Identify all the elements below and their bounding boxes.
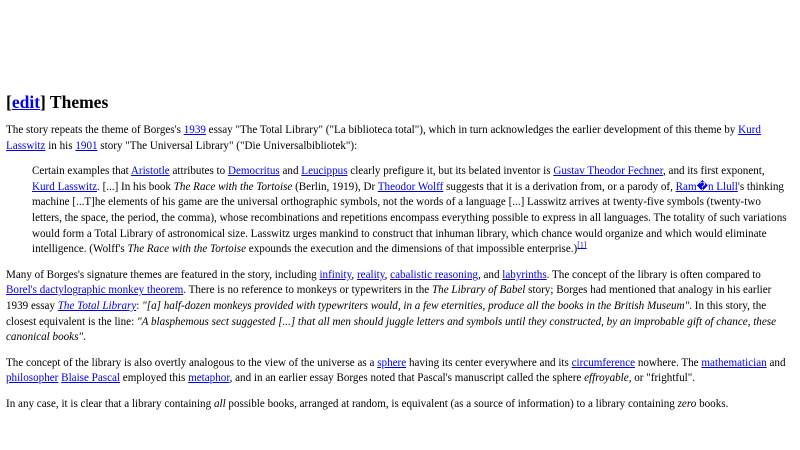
paragraph-themes: Many of Borges's signature themes are featured in the story, including infinity, reality, cabalistic reasoning, and labyrinths. The concept of the library is often compared to Borel's dactylographic monkey theorem. There is no reference to monkeys or typewriters in the The Library of Babel story; Borges had mentioned that analogy in his earlier 1939 essay The Total Library: "[a] half-dozen monkeys provided with typewriters would, in a few eternities, produce all the books in the British Museum". In this story, the closest equivalent is the line: "A blasphemous sect suggested [...] that all men should juggle letters and symbols until they constructed, by an improbable gift of chance, these canonical books". <box>6 268 777 344</box>
paragraph-intro: The story repeats the theme of Borges's 1939 essay "The Total Library" ("La biblioteca total"), which in turn acknowledges the earlier development of this theme by Kurd Lasswitz in his 1901 story "The Universal Library" ("Die Universalbibliotek"): <box>6 124 761 152</box>
section-title: Themes <box>49 92 109 112</box>
link-aristotle[interactable]: Aristotle <box>130 165 170 178</box>
link-1901[interactable]: 1901 <box>75 139 98 152</box>
quotation: "[a] half-dozen monkeys provided with typewriters would, in a few eternities, produce all the books in the British Museum" <box>142 299 690 312</box>
link-ramon-llull[interactable]: Ram�n Llull <box>675 180 738 193</box>
link-blaise-pascal[interactable]: Blaise Pascal <box>61 372 121 385</box>
link-leucippus[interactable]: Leucippus <box>301 165 348 178</box>
link-1939[interactable]: 1939 <box>183 124 206 136</box>
emphasis: zero <box>677 397 697 410</box>
quotation: "A blasphemous sect suggested [...] that all men should juggle letters and symbols until they constructed, by an improbable gift of chance, these canonical books" <box>6 315 777 344</box>
link-mathematician[interactable]: mathematician <box>701 356 767 369</box>
link-borel-theorem[interactable]: Borel's dactylographic monkey theorem <box>6 284 184 297</box>
link-kurd-lasswitz[interactable]: Kurd Lasswitz <box>6 124 761 152</box>
link-theodor-wolff[interactable]: Theodor Wolff <box>377 180 444 193</box>
book-title: The Race with the Tortoise <box>127 243 247 256</box>
edit-link[interactable]: edit <box>11 92 41 112</box>
quote-block: Certain examples that Aristotle attributes to Democritus and Leucippus clearly prefigure it, but its belated inventor is Gustav Theodor Fechner, and its first exponent, Kurd Lasswitz. [...] In his book The Race with the Tortoise (Berlin, 1919), Dr Theodor Wolff suggests that it is a derivation from, or a parody of, Ram�n Llull's thinking machine [...T]he elements of his game are the universal orthographic symbols, not the words of a language [...] Lasswitz arrives at twenty-five symbols (twenty-two letters, the space, the period, the comma), whose recombinations and repetitions encompass everything possible to express in all languages. The totality of such variations would form a Total Library of astronomical size. Lasswitz urges mankind to construct that inhuman library, which chance would organize and which would eliminate intelligence. (Wolff's The Race with the Tortoise expounds the execution and the dimensions of that impossible enterprise.)[1] <box>32 165 787 256</box>
link-infinity[interactable]: infinity <box>319 268 352 281</box>
reference-link[interactable]: [1] <box>577 240 587 250</box>
link-democritus[interactable]: Democritus <box>227 165 280 178</box>
book-title: The Race with the Tortoise <box>173 180 293 193</box>
section-heading: [edit] Themes <box>6 92 109 112</box>
paragraph-sphere: The concept of the library is also overtly analogous to the view of the universe as a sphere having its center everywhere and its circumference nowhere. The mathematician and philosopher Blaise Pascal employed this metaphor, and in an earlier essay Borges noted that Pascal's manuscript called the sphere effroyable, or "frightful". <box>6 356 786 385</box>
emphasis: effroyable <box>584 372 629 385</box>
link-labyrinths[interactable]: labyrinths <box>502 268 547 281</box>
emphasis: all <box>213 397 226 410</box>
link-cabalistic-reasoning[interactable]: cabalistic reasoning <box>390 268 478 281</box>
link-total-library[interactable]: The Total Library <box>57 299 137 312</box>
link-kurd-lasswitz-quote[interactable]: Kurd Lasswitz <box>32 180 98 193</box>
link-sphere[interactable]: sphere <box>377 356 407 369</box>
link-reality[interactable]: reality <box>356 268 385 281</box>
story-title: The Library of Babel <box>432 284 526 297</box>
paragraph-conclusion: In any case, it is clear that a library containing all possible books, arranged at random, is equivalent (as a source of information) to a library containing zero books. <box>6 397 729 410</box>
link-circumference[interactable]: circumference <box>571 356 636 369</box>
link-fechner[interactable]: Gustav Theodor Fechner <box>553 165 663 178</box>
link-metaphor[interactable]: metaphor <box>188 372 230 385</box>
link-philosopher[interactable]: philosopher <box>6 372 59 385</box>
